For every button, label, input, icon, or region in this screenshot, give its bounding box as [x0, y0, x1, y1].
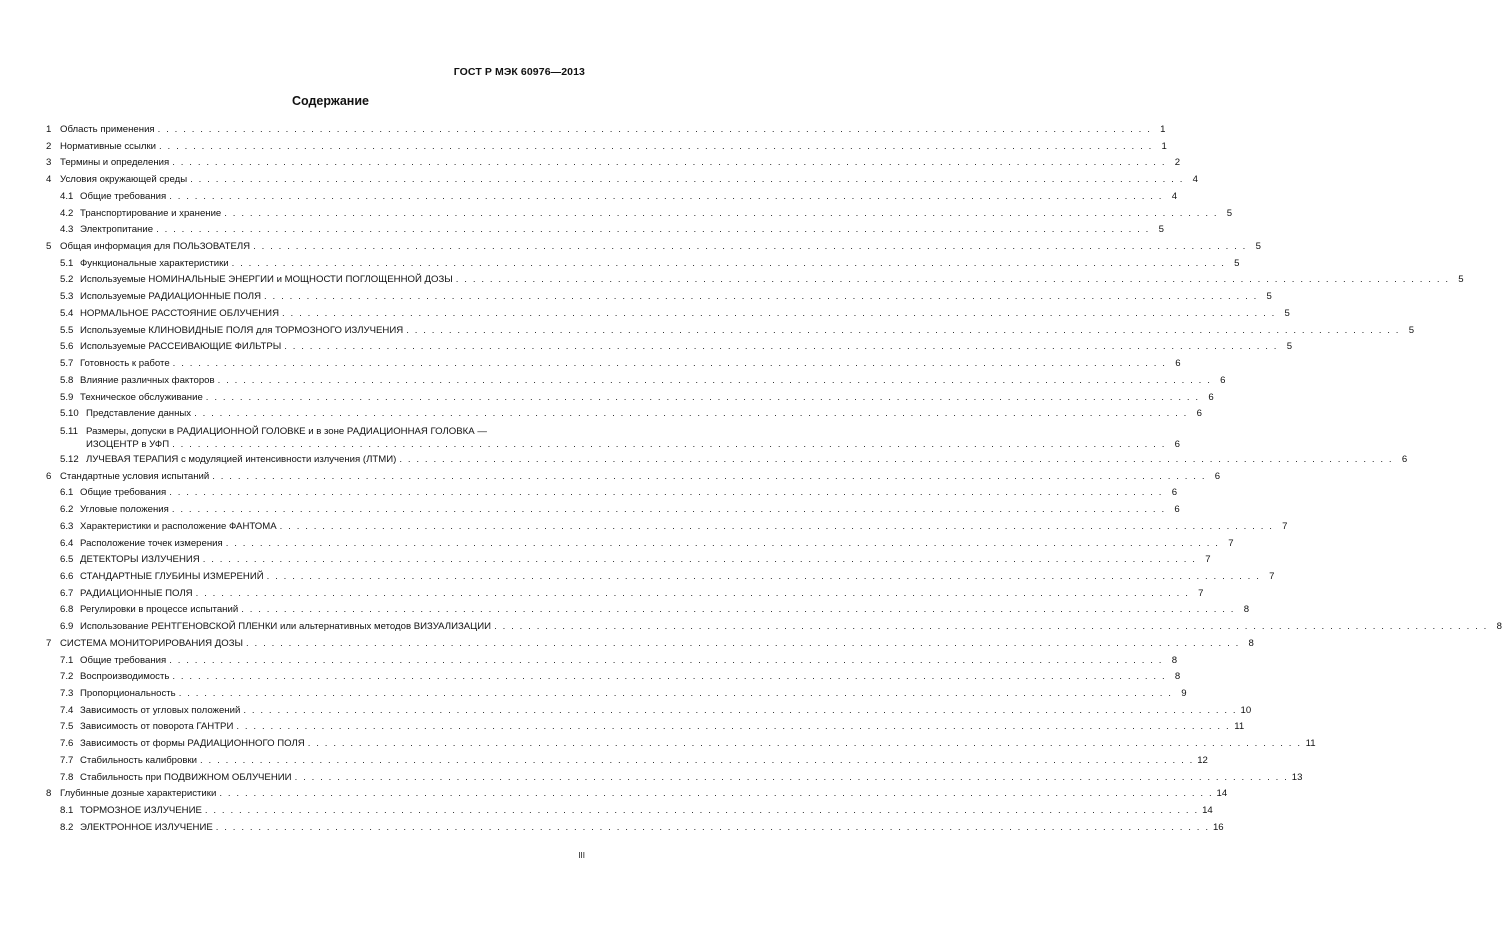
leader-dots [491, 619, 1488, 636]
leader-dots [279, 306, 1276, 323]
toc-entry-page: 4 [1192, 174, 1198, 186]
toc-entry-page: 5 [1255, 241, 1261, 253]
toc-entry-page: 5 [1286, 341, 1293, 353]
toc-entry [46, 519, 1288, 536]
leader-dots [153, 222, 1150, 239]
toc-entry [46, 390, 1214, 407]
toc-entry-page: 9 [1181, 688, 1187, 699]
leader-dots [169, 155, 1166, 172]
toc-entry-title: Общие требования [80, 487, 167, 499]
toc-entry-page: 12 [1197, 754, 1208, 766]
toc-entry-page: 6 [1220, 374, 1226, 386]
leader-dots [209, 469, 1206, 486]
leader-dots [156, 139, 1153, 156]
leader-dots [166, 189, 1163, 206]
toc-entry [46, 406, 1202, 423]
toc-entry-title: ЭЛЕКТРОННОЕ ИЗЛУЧЕНИЕ [80, 821, 213, 833]
toc-entry-title: РАДИАЦИОННЫЕ ПОЛЯ [80, 587, 193, 599]
toc-entry [46, 602, 1250, 619]
toc-entry-number: 6.9 [60, 621, 74, 633]
toc-entry-page: 11 [1234, 721, 1245, 733]
leader-dots [166, 485, 1163, 502]
toc-entry-page: 8 [1248, 637, 1254, 649]
toc-entry-page: 6 [1401, 453, 1408, 465]
leader-dots [191, 406, 1188, 423]
leader-dots [292, 770, 1289, 787]
toc-entry-title: Общая информация для ПОЛЬЗОВАТЕЛЯ [60, 241, 251, 253]
toc-entry [46, 502, 1180, 519]
toc-entry-number: 7.2 [60, 671, 74, 683]
toc-entry-number: 7.8 [60, 771, 74, 783]
toc-entry-number: 7.3 [60, 688, 74, 699]
leader-dots [216, 786, 1213, 803]
toc-entry [46, 272, 1464, 289]
leader-dots [166, 653, 1163, 670]
toc-entry-title: Стабильность при ПОДВИЖНОМ ОБЛУЧЕНИИ [80, 771, 292, 783]
toc-entry-title: Зависимость от угловых положений [80, 704, 241, 716]
toc-entry-page: 1 [1160, 124, 1166, 135]
toc-entry-number: 5.7 [60, 358, 74, 370]
toc-entry-title: Стабильность калибровки [80, 754, 198, 766]
toc-entry-title: Техническое обслуживание [80, 391, 203, 403]
toc-entry-title: Использование РЕНТГЕНОВСКОЙ ПЛЕНКИ или альтернативных методов ВИЗУАЛИЗАЦИИ [80, 621, 492, 633]
toc-entry-title: Используемые РАДИАЦИОННЫЕ ПОЛЯ [80, 291, 262, 303]
leader-dots [229, 256, 1226, 273]
toc-entry-page: 7 [1198, 587, 1204, 599]
toc-entry-title: Электропитание [80, 224, 154, 236]
toc-entry-page: 5 [1226, 207, 1233, 219]
leader-dots [169, 438, 1166, 452]
leader-dots [243, 636, 1240, 653]
toc-entry-page: 7 [1269, 570, 1275, 582]
toc-entry-number: 1 [46, 124, 52, 135]
toc-entry-page: 6 [1175, 358, 1181, 370]
leader-dots [193, 586, 1190, 603]
toc-entry-title: Область применения [60, 124, 155, 135]
toc-entry-number: 6.8 [60, 604, 74, 616]
toc-entry [46, 469, 1221, 486]
leader-dots [197, 753, 1194, 770]
toc-entry-title-continued: ИЗОЦЕНТР в УФП [86, 438, 170, 450]
toc-entry-number: 8.1 [60, 805, 74, 817]
toc-entry-page: 11 [1305, 738, 1316, 750]
toc-entry-number: 5.3 [60, 291, 74, 303]
toc-entry [46, 703, 1252, 720]
leader-dots [170, 356, 1167, 373]
toc-entry [46, 619, 1502, 636]
toc-entry [46, 206, 1233, 223]
toc-entry-number: 6 [46, 470, 52, 482]
toc-entry-number: 7.6 [60, 738, 74, 750]
toc-entry [46, 669, 1181, 686]
toc-entry-title: Воспроизводимость [80, 671, 170, 683]
toc-entry-title: ТОРМОЗНОЕ ИЗЛУЧЕНИЕ [80, 805, 202, 817]
toc-entry-title: Расположение точек измерения [80, 537, 223, 549]
toc-entry [46, 552, 1211, 569]
leader-dots [169, 502, 1166, 519]
toc-entry [46, 485, 1178, 502]
toc-entry-number: 7.4 [60, 704, 74, 716]
toc-entry [46, 653, 1178, 670]
toc-entry-number: 7 [46, 637, 52, 649]
table-of-contents [46, 122, 1502, 836]
toc-entry-page: 14 [1202, 805, 1213, 817]
toc-entry-title: Функциональные характеристики [80, 257, 229, 269]
toc-entry [46, 803, 1213, 820]
leader-dots [203, 390, 1200, 407]
page-number: III [578, 851, 585, 860]
toc-entry-title: СТАНДАРТНЫЕ ГЛУБИНЫ ИЗМЕРЕНИЙ [80, 570, 264, 582]
toc-entry-page: 6 [1214, 470, 1221, 482]
toc-entry [46, 155, 1181, 172]
toc-entry-number: 5.5 [60, 324, 74, 336]
toc-entry-number: 5.9 [60, 391, 74, 403]
toc-entry-number: 8.2 [60, 821, 74, 833]
toc-entry-number: 6.1 [60, 487, 74, 499]
toc-entry [46, 306, 1290, 323]
toc-entry-title: Влияние различных факторов [80, 374, 215, 386]
toc-entry-page: 5 [1408, 324, 1415, 336]
toc-entry-number: 5.6 [60, 341, 74, 353]
leader-dots [176, 686, 1173, 703]
toc-entry-number: 5.11 [60, 425, 78, 437]
toc-entry-title: Угловые положения [80, 504, 169, 516]
toc-entry-page: 5 [1234, 257, 1240, 269]
toc-entry-number: 5.4 [60, 307, 74, 319]
toc-entry [46, 222, 1164, 239]
leader-dots [250, 239, 1247, 256]
toc-entry-page: 5 [1158, 224, 1164, 236]
toc-entry-number: 4 [46, 174, 52, 186]
toc-entry-number: 4.3 [60, 224, 74, 236]
toc-entry-title: Используемые КЛИНОВИДНЫЕ ПОЛЯ для ТОРМОЗНОГО ИЗЛУЧЕНИЯ [80, 324, 404, 336]
toc-entry-page: 4 [1171, 190, 1178, 202]
toc-entry-number: 7.1 [60, 654, 74, 666]
toc-entry-page: 6 [1208, 391, 1214, 403]
toc-entry-number: 5.2 [60, 274, 74, 286]
toc-entry [46, 736, 1316, 753]
toc-entry-title: Термины и определения [60, 157, 170, 169]
toc-entry-title: Транспортирование и хранение [80, 207, 222, 219]
toc-entry-number: 5.12 [60, 453, 79, 465]
toc-entry-page: 6 [1174, 504, 1180, 516]
leader-dots [281, 339, 1278, 356]
toc-entry-page: 6 [1174, 438, 1180, 450]
toc-entry [46, 373, 1226, 390]
toc-entry [46, 189, 1178, 206]
toc-entry [46, 289, 1272, 306]
toc-entry-title: Размеры, допуски в РАДИАЦИОННОЙ ГОЛОВКЕ и в зоне РАДИАЦИОННАЯ ГОЛОВКА — [86, 425, 487, 437]
toc-entry-page: 8 [1243, 604, 1250, 616]
toc-entry [46, 423, 1180, 452]
toc-entry [46, 356, 1181, 373]
leader-dots [305, 736, 1302, 753]
toc-entry [46, 323, 1415, 340]
toc-entry [46, 770, 1303, 787]
toc-entry-number: 7.7 [60, 754, 74, 766]
toc-entry [46, 636, 1254, 653]
toc-entry-number: 4.2 [60, 207, 74, 219]
toc-entry-number: 7.5 [60, 721, 74, 733]
toc-entry-page: 10 [1240, 704, 1252, 716]
toc-entry [46, 172, 1198, 189]
toc-entry-page: 8 [1174, 671, 1181, 683]
toc-entry-title: НОРМАЛЬНОЕ РАССТОЯНИЕ ОБЛУЧЕНИЯ [80, 307, 280, 319]
leader-dots [261, 289, 1258, 306]
toc-entry-page: 7 [1228, 537, 1234, 549]
toc-entry-title: Общие требования [80, 190, 167, 202]
toc-entry-title: ЛУЧЕВАЯ ТЕРАПИЯ с модуляцией интенсивности излучения (ЛТМИ) [86, 453, 397, 465]
toc-entry-page: 7 [1282, 520, 1288, 532]
toc-entry-page: 5 [1266, 291, 1272, 303]
toc-entry-page: 6 [1171, 487, 1178, 499]
toc-entry-number: 6.5 [60, 554, 74, 566]
toc-entry [46, 239, 1261, 256]
leader-dots [238, 602, 1235, 619]
leader-dots [215, 373, 1212, 390]
leader-dots [233, 719, 1230, 736]
toc-entry-number: 6.2 [60, 504, 74, 516]
leader-dots [403, 323, 1400, 340]
toc-entry-page: 1 [1161, 140, 1167, 152]
toc-entry [46, 820, 1224, 837]
toc-entry-page: 8 [1496, 621, 1502, 633]
toc-entry-title: Стандартные условия испытаний [60, 470, 210, 482]
leader-dots [213, 820, 1210, 837]
toc-entry-number: 5.8 [60, 374, 74, 386]
leader-dots [277, 519, 1274, 536]
toc-entry-page: 7 [1205, 554, 1211, 566]
toc-entry [46, 719, 1245, 736]
toc-entry-title: Представление данных [86, 408, 192, 420]
toc-title: Содержание [291, 94, 369, 108]
toc-entry [46, 452, 1408, 469]
toc-entry-number: 5 [46, 241, 52, 253]
toc-entry-title: Зависимость от формы РАДИАЦИОННОГО ПОЛЯ [80, 738, 305, 750]
leader-dots [169, 669, 1166, 686]
leader-dots [223, 536, 1220, 553]
toc-entry [46, 753, 1208, 770]
toc-entry-number: 6.3 [60, 520, 74, 532]
toc-entry-number: 5.10 [60, 408, 79, 420]
toc-entry [46, 139, 1167, 156]
toc-entry [46, 122, 1166, 139]
standard-designation: ГОСТ Р МЭК 60976—2013 [453, 66, 585, 78]
toc-entry-page: 6 [1196, 408, 1202, 420]
toc-entry-page: 14 [1216, 788, 1228, 800]
toc-entry-page: 5 [1284, 307, 1290, 319]
toc-entry-number: 6.7 [60, 587, 74, 599]
toc-entry-title: Глубинные дозные характеристики [60, 788, 217, 800]
leader-dots [396, 452, 1393, 469]
toc-entry [46, 569, 1275, 586]
toc-entry-title: Регулировки в процессе испытаний [80, 604, 239, 616]
leader-dots [221, 206, 1218, 223]
toc-entry [46, 256, 1240, 273]
toc-entry-title: Характеристики и расположение ФАНТОМА [80, 520, 277, 532]
toc-entry [46, 339, 1293, 356]
leader-dots [187, 172, 1184, 189]
leader-dots [202, 803, 1199, 820]
leader-dots [453, 272, 1450, 289]
toc-entry [46, 786, 1228, 803]
leader-dots [264, 569, 1261, 586]
toc-entry-title: Пропорциональность [80, 688, 176, 699]
leader-dots [200, 552, 1197, 569]
toc-entry-number: 8 [46, 788, 52, 800]
toc-entry-number: 3 [46, 157, 52, 169]
toc-entry-page: 8 [1171, 654, 1178, 666]
toc-entry [46, 586, 1204, 603]
toc-entry-title: Готовность к работе [80, 358, 170, 370]
toc-entry-title: Условия окружающей среды [60, 174, 188, 186]
toc-entry [46, 536, 1234, 553]
toc-entry-title: ДЕТЕКТОРЫ ИЗЛУЧЕНИЯ [80, 554, 200, 566]
toc-entry [46, 686, 1187, 703]
toc-entry-number: 6.6 [60, 570, 74, 582]
toc-entry-number: 2 [46, 140, 52, 152]
toc-entry-page: 16 [1212, 821, 1224, 833]
leader-dots [155, 122, 1152, 139]
toc-entry-title: Зависимость от поворота ГАНТРИ [80, 721, 234, 733]
toc-entry-number: 4.1 [60, 190, 74, 202]
toc-entry-title: Используемые РАССЕИВАЮЩИЕ ФИЛЬТРЫ [80, 341, 282, 353]
toc-entry-page: 13 [1291, 771, 1303, 783]
toc-entry-title: Нормативные ссылки [60, 140, 157, 152]
leader-dots [240, 703, 1237, 720]
toc-entry-title: СИСТЕМА МОНИТОРИРОВАНИЯ ДОЗЫ [60, 637, 244, 649]
toc-entry-page: 5 [1458, 274, 1464, 286]
toc-entry-page: 2 [1174, 157, 1181, 169]
toc-entry-title: Используемые НОМИНАЛЬНЫЕ ЭНЕРГИИ и МОЩНОСТИ ПОГЛОЩЕННОЙ ДОЗЫ [80, 274, 453, 286]
toc-entry-number: 6.4 [60, 537, 74, 549]
toc-entry-number: 5.1 [60, 257, 74, 269]
toc-entry-title: Общие требования [80, 654, 167, 666]
